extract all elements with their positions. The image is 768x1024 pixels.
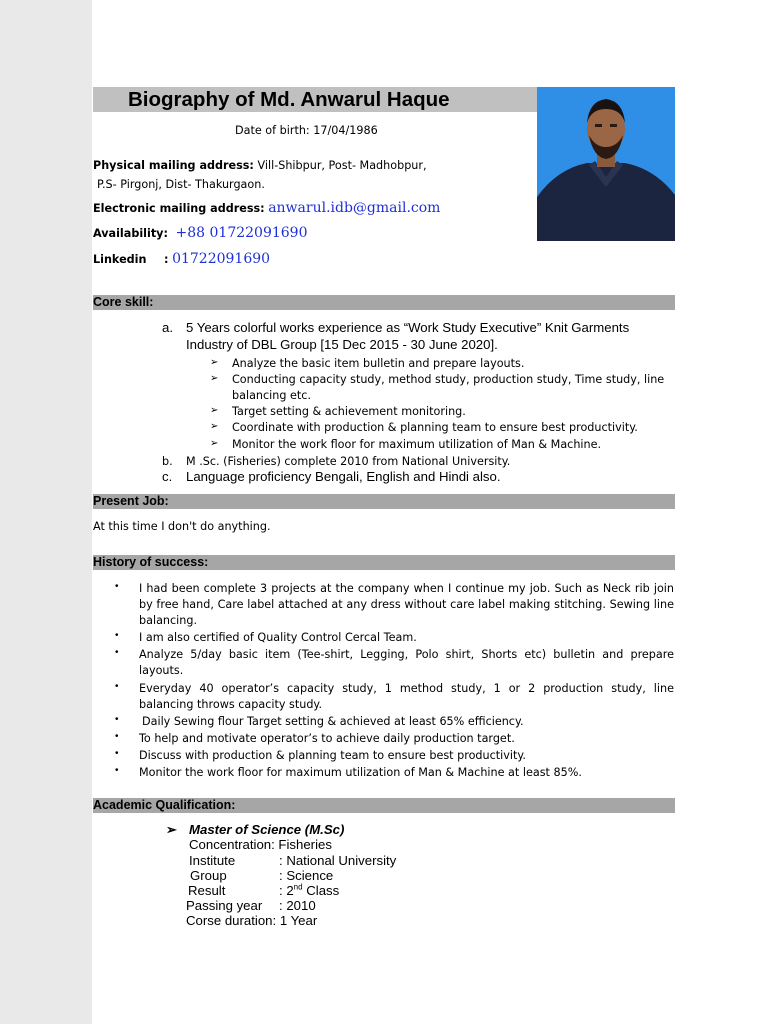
skill-sub-item: Analyze the basic item bulletin and prepare layouts. xyxy=(232,357,525,370)
bullet-icon: • xyxy=(115,731,119,742)
skill-c-text: Language proficiency Bengali, English and Hindi also. xyxy=(186,469,501,484)
page-title: Biography of Md. Anwarul Haque xyxy=(128,88,450,111)
skill-a-marker: a. xyxy=(162,320,173,335)
bullet-icon: • xyxy=(115,748,119,759)
skill-b-text: M .Sc. (Fisheries) complete 2010 from National University. xyxy=(186,455,511,468)
arrow-bullet-icon: ➢ xyxy=(166,822,177,837)
skill-b-marker: b. xyxy=(162,455,173,468)
linkedin-value[interactable]: 01722091690 xyxy=(172,251,271,267)
institute-label: Institute xyxy=(189,853,236,868)
skill-sub-item: Conducting capacity study, method study, production study, Time study, line xyxy=(232,373,665,386)
bullet-icon: • xyxy=(115,647,119,658)
profile-photo xyxy=(537,87,675,241)
degree-concentration: Concentration: Fisheries xyxy=(189,837,332,852)
skill-sub-item-cont: balancing etc. xyxy=(232,389,311,402)
skill-a-line2: Industry of DBL Group [15 Dec 2015 - 30 June 2020]. xyxy=(186,337,498,352)
history-item: To help and motivate operator’s to achieve daily production target. xyxy=(139,732,515,745)
bullet-icon: • xyxy=(115,630,119,641)
history-item: Daily Sewing flour Target setting & achieved at least 65% efficiency. xyxy=(142,715,524,728)
result-label: Result xyxy=(188,883,226,898)
physical-address-line xyxy=(93,158,427,174)
academic-heading: Academic Qualification: xyxy=(93,798,675,813)
bullet-icon: • xyxy=(115,581,119,592)
history-item: I am also certified of Quality Control Cercal Team. xyxy=(139,631,417,644)
result-value: : 2nd Class xyxy=(279,882,340,898)
institute-value: : National University xyxy=(279,853,397,868)
linkedin-label: Linkedin xyxy=(93,253,147,266)
availability-phone[interactable]: +88 01722091690 xyxy=(175,225,308,241)
skill-sub-item: Monitor the work floor for maximum utilization of Man & Machine. xyxy=(232,438,602,451)
history-heading: History of success: xyxy=(93,555,675,570)
date-of-birth: Date of birth: 17/04/1986 xyxy=(235,124,378,137)
availability-label: Availability: xyxy=(93,227,168,240)
history-item: Discuss with production & planning team to ensure best productivity. xyxy=(139,749,526,762)
arrow-bullet-icon: ➢ xyxy=(210,357,219,368)
skill-sub-item: Coordinate with production & planning team to ensure best productivity. xyxy=(232,421,638,434)
history-item: Analyze 5/day basic item (Tee-shirt, Legging, Polo shirt, Shorts etc) bulletin and prepare layouts. xyxy=(139,648,674,677)
availability-line xyxy=(93,225,308,242)
physical-address-value: Vill-Shibpur, Post- Madhobpur, xyxy=(257,159,427,172)
skill-a-line1: 5 Years colorful works experience as “Work Study Executive” Knit Garments xyxy=(186,320,630,335)
arrow-bullet-icon: ➢ xyxy=(210,421,219,432)
email-link[interactable]: anwarul.idb@gmail.com xyxy=(268,200,441,216)
skill-sub-item: Target setting & achievement monitoring. xyxy=(232,405,466,418)
physical-address-label: Physical mailing address: xyxy=(93,159,254,172)
group-value: : Science xyxy=(279,868,334,883)
bullet-icon: • xyxy=(115,714,119,725)
history-item: Everyday 40 operator’s capacity study, 1 method study, 1 or 2 production study, line balancing throws capacity study. xyxy=(139,682,674,711)
bullet-icon: • xyxy=(115,765,119,776)
arrow-bullet-icon: ➢ xyxy=(210,405,219,416)
core-skill-heading: Core skill: xyxy=(93,295,675,310)
history-item: I had been complete 3 projects at the company when I continue my job. Such as Neck rib join by free hand, Care label attached at any dress without care label making stitching. Sewing line balancing. xyxy=(139,582,674,627)
physical-address-line2: P.S- Pirgonj, Dist- Thakurgaon. xyxy=(97,178,265,191)
degree-title: Master of Science (M.Sc) xyxy=(189,822,345,837)
bullet-icon: • xyxy=(115,681,119,692)
course-duration: Corse duration: 1 Year xyxy=(186,913,318,928)
passing-year-value: : 2010 xyxy=(279,898,316,913)
history-item: Monitor the work floor for maximum utilization of Man & Machine at least 85%. xyxy=(139,766,582,779)
group-label: Group xyxy=(190,868,227,883)
passing-year-label: Passing year xyxy=(186,898,263,913)
linkedin-colon: : xyxy=(164,253,169,266)
present-job-heading: Present Job: xyxy=(93,494,675,509)
arrow-bullet-icon: ➢ xyxy=(210,438,219,449)
skill-c-marker: c. xyxy=(162,469,173,484)
email-label: Electronic mailing address: xyxy=(93,202,265,215)
arrow-bullet-icon: ➢ xyxy=(210,373,219,384)
present-job-text: At this time I don't do anything. xyxy=(93,520,271,533)
email-line xyxy=(93,200,440,217)
linkedin-line xyxy=(93,251,270,268)
